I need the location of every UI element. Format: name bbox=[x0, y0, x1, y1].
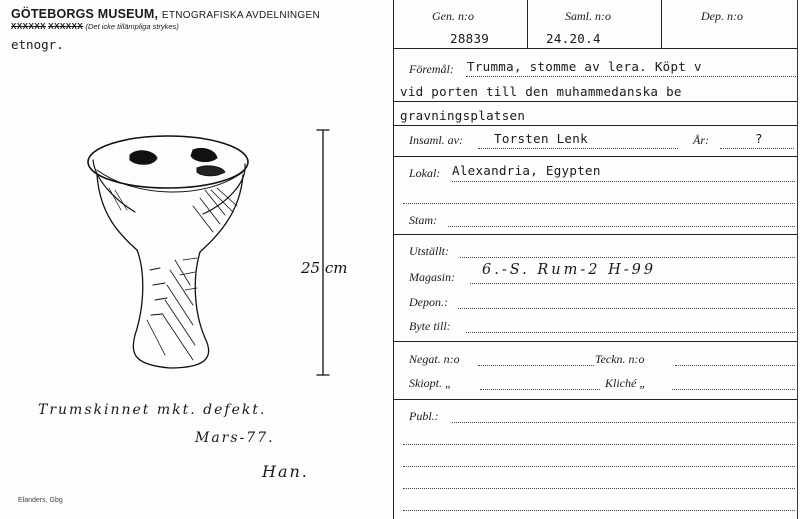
signature: Han. bbox=[262, 462, 309, 481]
byte-label: Byte till: bbox=[409, 319, 451, 333]
publ-dotline-5 bbox=[403, 510, 795, 511]
year-dotline bbox=[720, 148, 794, 149]
rule-skiopt bbox=[394, 399, 797, 400]
lokal-dotline-1 bbox=[452, 181, 795, 182]
top-box-rule bbox=[394, 48, 797, 49]
foremal-dotline bbox=[466, 76, 796, 77]
cliche-dotline bbox=[672, 389, 795, 390]
magasin-dotline bbox=[470, 283, 795, 284]
publ-dotline-4 bbox=[403, 488, 795, 489]
foremal-label: Föremål: bbox=[409, 62, 454, 76]
rule-foremal-2 bbox=[394, 101, 797, 102]
magasin-label: Magasin: bbox=[409, 270, 455, 284]
teckn-label: Teckn. n:o bbox=[595, 352, 645, 366]
dep-number-label: Dep. n:o bbox=[701, 9, 743, 23]
foremal-line2: vid porten till den muhammedanska be bbox=[400, 84, 682, 99]
museum-header bbox=[11, 7, 320, 21]
rule-stam bbox=[394, 234, 797, 235]
gen-number-value: 28839 bbox=[450, 31, 490, 46]
year-value: ? bbox=[755, 131, 763, 146]
rule-foremal-3 bbox=[394, 125, 797, 126]
cliche-label: Kliché „ bbox=[605, 376, 646, 390]
magasin-value: 6.-S. Rum-2 H-99 bbox=[482, 262, 657, 278]
struck-word-b: XXXXXX bbox=[48, 22, 84, 31]
foremal-line3: gravningsplatsen bbox=[400, 108, 526, 123]
lokal-label: Lokal: bbox=[409, 166, 441, 180]
drum-sketch bbox=[75, 120, 365, 390]
publ-dotline-3 bbox=[403, 466, 795, 467]
struck-word-a: XXXXXX bbox=[11, 22, 47, 31]
note-drum-skin: Trumskinnet mkt. defekt. bbox=[38, 402, 267, 418]
teckn-dotline bbox=[675, 365, 795, 366]
handwritten-department: etnogr. bbox=[11, 37, 64, 52]
header-instruction: (Det icke tillämpliga strykes) bbox=[85, 22, 179, 31]
depon-dotline bbox=[458, 308, 795, 309]
note-date: Mars-77. bbox=[195, 430, 275, 446]
box-divider-2 bbox=[661, 0, 662, 48]
publ-dotline-2 bbox=[403, 444, 795, 445]
lokal-dotline-2 bbox=[403, 203, 795, 204]
museum-name: GÖTEBORGS MUSEUM, bbox=[11, 7, 159, 21]
lokal-value: Alexandria, Egypten bbox=[452, 163, 601, 178]
negat-label: Negat. n:o bbox=[409, 352, 460, 366]
measurement-label: 25 cm bbox=[301, 259, 348, 277]
saml-number-value: 24.20.4 bbox=[546, 31, 601, 46]
rule-byte bbox=[394, 341, 797, 342]
foremal-line1: Trumma, stomme av lera. Köpt v bbox=[467, 59, 702, 74]
skiopt-dotline bbox=[480, 389, 600, 390]
department-name: ETNOGRAFISKA AVDELNINGEN bbox=[161, 10, 321, 21]
rule-insaml bbox=[394, 156, 797, 157]
printer-mark: Elanders, Gbg bbox=[18, 497, 63, 504]
byte-dotline bbox=[466, 332, 795, 333]
publ-label: Publ.: bbox=[409, 409, 439, 423]
utstallt-label: Utställt: bbox=[409, 244, 450, 258]
skiopt-label: Skiopt. „ bbox=[409, 376, 452, 390]
header-subline bbox=[11, 22, 179, 31]
publ-dotline-1 bbox=[452, 422, 795, 423]
gen-number-label: Gen. n:o bbox=[432, 9, 474, 23]
insaml-label: Insaml. av: bbox=[409, 133, 463, 147]
year-label: År: bbox=[693, 133, 709, 147]
box-divider-1 bbox=[527, 0, 528, 48]
saml-number-label: Saml. n:o bbox=[565, 9, 611, 23]
insaml-value: Torsten Lenk bbox=[494, 131, 588, 146]
card-divider bbox=[393, 0, 394, 519]
stam-label: Stam: bbox=[409, 213, 437, 227]
depon-label: Depon.: bbox=[409, 295, 448, 309]
card-edge bbox=[797, 0, 798, 519]
utstallt-dotline bbox=[460, 257, 795, 258]
stam-dotline bbox=[448, 226, 795, 227]
negat-dotline bbox=[478, 365, 594, 366]
insaml-dotline bbox=[478, 148, 678, 149]
